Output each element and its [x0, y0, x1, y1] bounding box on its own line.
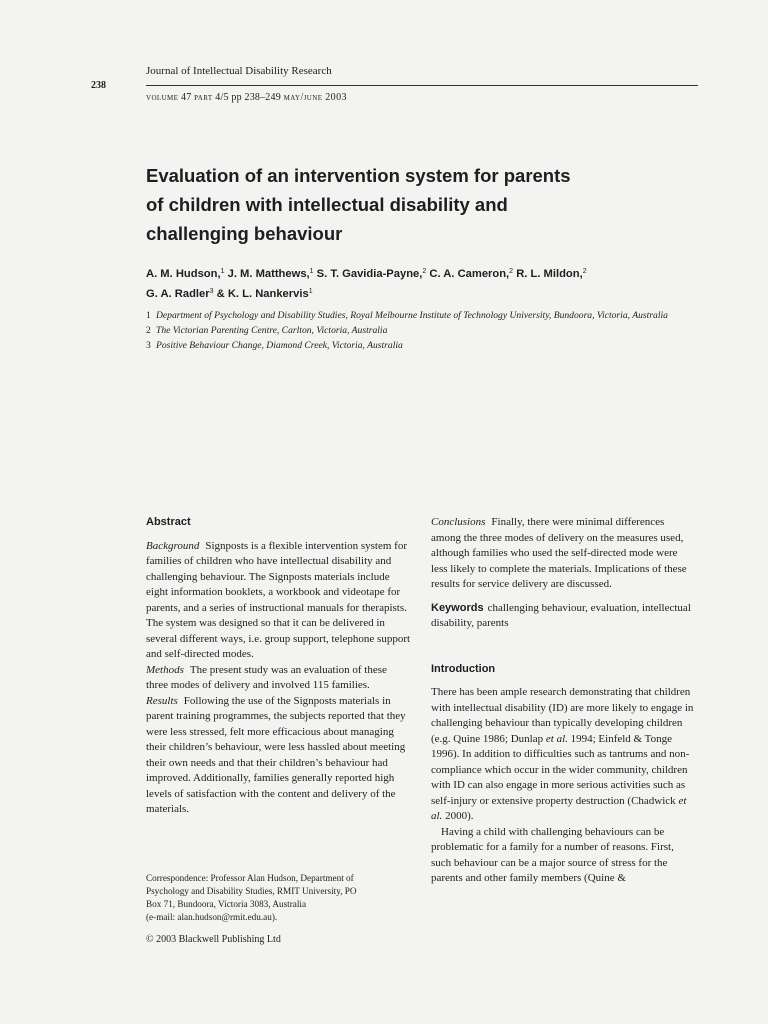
keywords: [431, 601, 696, 632]
intro-p1-text-a: There has been ample research demonstrating that children with intellectual disability (ID) are more likely to engage in challenging behaviour than typically developing children (e.g. Quine 1986; Dunlap: [431, 686, 694, 745]
author-3-affiliation: 2: [422, 268, 427, 275]
author-4: C. A. Cameron,: [429, 268, 510, 280]
background-text: Signposts is a flexible intervention system for families of children who have intellectual disability and challenging behaviour. The Signposts materials include eight information booklets, a workbook and videotape for parents, and a series of instructional manuals for therapists. The system was designed so that it can be delivered in several different ways, i.e. group support, telephone support and self-directed modes.: [146, 539, 411, 660]
background-label: Background: [146, 539, 200, 552]
methods-text: The present study was an evaluation of these three modes of delivery and involved 115 families.: [146, 663, 387, 691]
introduction-paragraph-2: Having a child with challenging behaviours can be problematic for a family for a number of reasons. First, such behaviour can be a major source of stress for the parents and other family members (Quine &: [431, 825, 674, 884]
affiliation-number: 1: [146, 310, 151, 321]
affiliation-list: [146, 308, 706, 353]
title-line-1: Evaluation of an intervention system for parents: [146, 165, 571, 186]
author-6: G. A. Radler: [146, 288, 210, 300]
abstract-methods: [146, 663, 411, 694]
results-label: Results: [146, 694, 178, 707]
introduction-heading: Introduction: [431, 662, 496, 675]
intro-p1-text-b: 1994; Einfeld & Tonge 1996). In addition to difficulties such as tantrums and non-compliance which occur in the wider community, children with ID can also engage in more serious activities such as self-injury or extensive property destruction (Chadwick: [431, 732, 690, 807]
affiliation-text: Department of Psychology and Disability Studies, Royal Melbourne Institute of Technology University, Bundoora, Victoria, Australia: [156, 310, 668, 321]
page-range: pp 238–249: [231, 92, 281, 103]
methods-label: Methods: [146, 663, 184, 676]
part-label: part: [194, 92, 213, 103]
affiliation-item: [146, 308, 706, 323]
correspondence-line-4: (e-mail: alan.hudson@rmit.edu.au).: [146, 912, 278, 922]
keywords-label: Keywords: [431, 601, 484, 614]
author-1: A. M. Hudson,: [146, 268, 221, 280]
correspondence-line-3: Box 71, Bundoora, Victoria 3083, Australia: [146, 899, 307, 909]
intro-p1-etal-2: et al.: [431, 794, 687, 822]
author-5-affiliation: 2: [582, 268, 587, 275]
correspondence-line-1: Correspondence: Professor Alan Hudson, Department of: [146, 873, 354, 883]
conclusions-label: Conclusions: [431, 516, 486, 528]
correspondence-line-2: Psychology and Disability Studies, RMIT University, PO: [146, 886, 357, 896]
author-ampersand: &: [216, 288, 225, 300]
volume-label: volume: [146, 92, 179, 103]
author-list: [146, 263, 698, 303]
author-4-affiliation: 2: [509, 268, 514, 275]
author-5: R. L. Mildon,: [516, 268, 583, 280]
author-7: K. L. Nankervis: [227, 288, 309, 300]
correspondence-note: [146, 872, 411, 924]
intro-p1-etal-1: et al.: [545, 732, 568, 745]
issue-date: may/june 2003: [283, 92, 347, 103]
author-6-affiliation: 3: [209, 288, 214, 295]
right-column: [431, 515, 696, 887]
abstract-background: [146, 539, 411, 663]
affiliation-number: 3: [146, 340, 151, 351]
introduction-paragraph-1: [431, 685, 696, 825]
part-number: 4/5: [215, 92, 229, 103]
copyright-notice: © 2003 Blackwell Publishing Ltd: [146, 934, 281, 945]
abstract-results: [146, 694, 411, 818]
title-line-2: of children with intellectual disability and: [146, 194, 508, 215]
author-3: S. T. Gavidia-Payne,: [316, 268, 423, 280]
abstract-heading: Abstract: [146, 516, 191, 528]
author-1-affiliation: 1: [220, 268, 225, 275]
volume-number: 47: [181, 92, 192, 103]
conclusions-text: Finally, there were minimal differences among the three modes of delivery on the measures used, although families who used the self-directed mode were less likely to complete the materials. Implications of these results for service delivery are discussed.: [431, 516, 687, 590]
abstract-conclusions: [431, 515, 696, 593]
author-2: J. M. Matthews,: [227, 268, 310, 280]
header-rule: [146, 85, 698, 86]
results-text: Following the use of the Signposts materials in parent training programmes, the subjects reported that they were less stressed, felt more efficacious about managing their children’s behaviour, were less hassled about meeting their own needs and that their children’s behaviour had improved. Additionally, families generally reported high levels of satisfaction with the content and delivery of the materials.: [146, 694, 406, 815]
affiliation-item: [146, 323, 706, 338]
journal-name: Journal of Intellectual Disability Research: [146, 65, 332, 77]
affiliation-text: Positive Behaviour Change, Diamond Creek, Victoria, Australia: [156, 340, 403, 351]
issue-line: [146, 92, 347, 103]
intro-p1-text-c: 2000).: [445, 810, 474, 822]
keywords-text: challenging behaviour, evaluation, intellectual disability, parents: [431, 601, 691, 629]
page-number: 238: [91, 80, 106, 91]
affiliation-item: [146, 338, 706, 353]
left-column: [146, 515, 411, 818]
author-7-affiliation: 1: [308, 288, 313, 295]
title-line-3: challenging behaviour: [146, 223, 343, 244]
article-title: [146, 161, 686, 248]
author-2-affiliation: 1: [309, 268, 314, 275]
affiliation-text: The Victorian Parenting Centre, Carlton, Victoria, Australia: [156, 325, 388, 336]
affiliation-number: 2: [146, 325, 151, 336]
